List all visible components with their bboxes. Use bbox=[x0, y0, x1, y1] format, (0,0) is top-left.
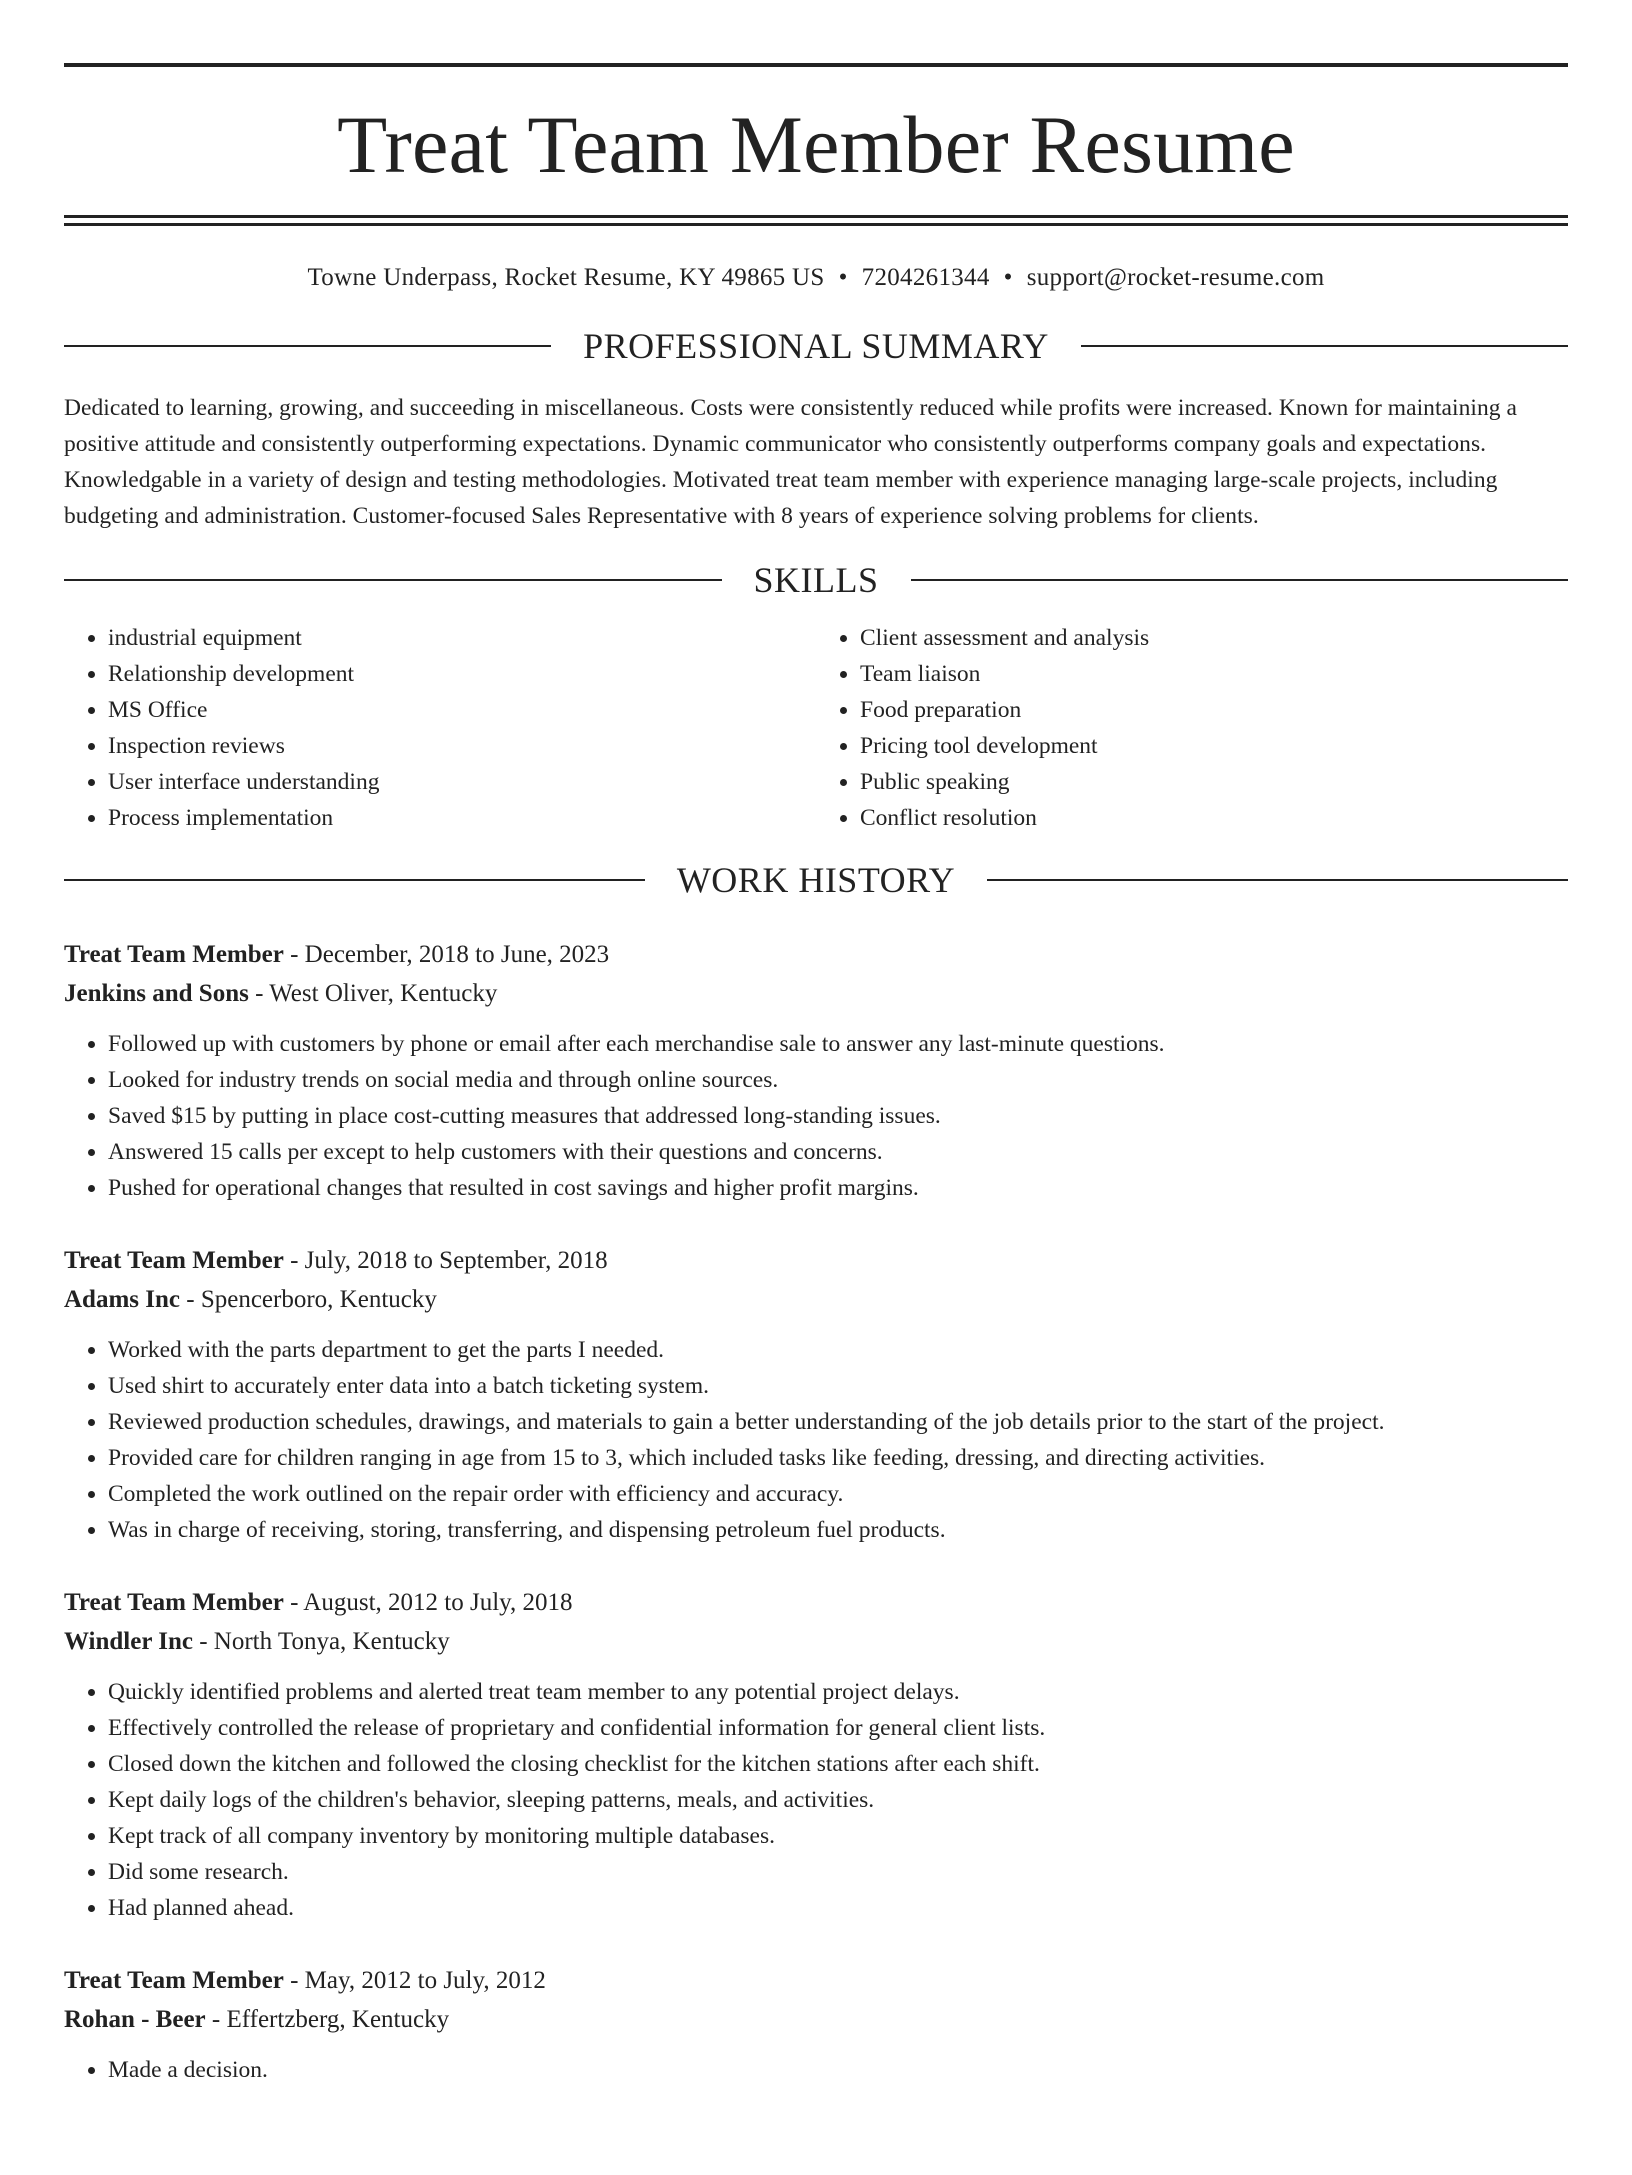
skill-item: • Team liaison bbox=[860, 656, 1568, 692]
job-bullet: • Had planned ahead. bbox=[108, 1890, 1568, 1926]
heading-rule bbox=[64, 879, 645, 881]
section-title: PROFESSIONAL SUMMARY bbox=[583, 326, 1049, 366]
job-entry bbox=[64, 1590, 1568, 1926]
title-double-rule bbox=[64, 215, 1568, 226]
section-heading-summary bbox=[64, 328, 1568, 364]
skill-item: • Relationship development bbox=[108, 656, 816, 692]
job-company-line bbox=[64, 2007, 1568, 2032]
job-role: Treat Team Member bbox=[64, 1967, 284, 1994]
job-title-line bbox=[64, 1590, 1568, 1615]
contact-line bbox=[64, 265, 1568, 290]
job-company: Rohan - Beer bbox=[64, 2006, 206, 2033]
job-bullet: • Worked with the parts department to get the parts I needed. bbox=[108, 1332, 1568, 1368]
job-bullet: • Was in charge of receiving, storing, transferring, and dispensing petroleum fuel products. bbox=[108, 1512, 1568, 1548]
job-title-line bbox=[64, 1968, 1568, 1993]
job-bullet: • Effectively controlled the release of proprietary and confidential information for general client lists. bbox=[108, 1710, 1568, 1746]
job-bullet: • Pushed for operational changes that resulted in cost savings and higher profit margins. bbox=[108, 1170, 1568, 1206]
job-bullet: • Kept daily logs of the children's behavior, sleeping patterns, meals, and activities. bbox=[108, 1782, 1568, 1818]
job-location: - North Tonya, Kentucky bbox=[192, 1628, 450, 1655]
heading-rule bbox=[911, 579, 1569, 581]
contact-email[interactable]: support@rocket-resume.com bbox=[1026, 264, 1325, 291]
job-bullet: • Saved $15 by putting in place cost-cutting measures that addressed long-standing issues. bbox=[108, 1098, 1568, 1134]
skill-item: • MS Office bbox=[108, 692, 816, 728]
heading-rule bbox=[64, 579, 722, 581]
job-entry bbox=[64, 1968, 1568, 2088]
skill-item: • Food preparation bbox=[860, 692, 1568, 728]
skill-item: • Client assessment and analysis bbox=[860, 620, 1568, 656]
job-bullet: • Made a decision. bbox=[108, 2052, 1568, 2088]
contact-separator: • bbox=[838, 264, 848, 291]
job-bullets bbox=[64, 2052, 1568, 2088]
resume-page bbox=[0, 63, 1632, 2175]
job-dates: - December, 2018 to June, 2023 bbox=[283, 941, 610, 968]
section-title: WORK HISTORY bbox=[676, 860, 956, 900]
job-title-line bbox=[64, 1248, 1568, 1273]
job-bullets bbox=[64, 1332, 1568, 1548]
job-bullet: • Kept track of all company inventory by monitoring multiple databases. bbox=[108, 1818, 1568, 1854]
resume-title: Treat Team Member Resume bbox=[337, 99, 1295, 190]
section-heading-skills bbox=[64, 562, 1568, 598]
job-location: - Effertzberg, Kentucky bbox=[205, 2006, 450, 2033]
job-bullet: • Used shirt to accurately enter data into a batch ticketing system. bbox=[108, 1368, 1568, 1404]
job-bullets bbox=[64, 1026, 1568, 1206]
job-bullet: • Followed up with customers by phone or email after each merchandise sale to answer any last-minute questions. bbox=[108, 1026, 1568, 1062]
contact-address: Towne Underpass, Rocket Resume, KY 49865 US bbox=[307, 264, 825, 291]
job-bullet: • Did some research. bbox=[108, 1854, 1568, 1890]
job-dates: - August, 2012 to July, 2018 bbox=[283, 1589, 573, 1616]
section-heading-work bbox=[64, 862, 1568, 898]
skill-item: • Public speaking bbox=[860, 764, 1568, 800]
top-rule bbox=[64, 63, 1568, 67]
job-bullet: • Quickly identified problems and alerted treat team member to any potential project delays. bbox=[108, 1674, 1568, 1710]
job-bullet: • Looked for industry trends on social media and through online sources. bbox=[108, 1062, 1568, 1098]
job-bullet: • Closed down the kitchen and followed the closing checklist for the kitchen stations after each shift. bbox=[108, 1746, 1568, 1782]
skill-item: • Inspection reviews bbox=[108, 728, 816, 764]
job-company: Adams Inc bbox=[64, 1286, 180, 1313]
job-bullet: • Completed the work outlined on the repair order with efficiency and accuracy. bbox=[108, 1476, 1568, 1512]
job-location: - Spencerboro, Kentucky bbox=[180, 1286, 437, 1313]
skills-list bbox=[64, 620, 1568, 836]
job-entry bbox=[64, 1248, 1568, 1548]
job-dates: - May, 2012 to July, 2012 bbox=[283, 1967, 546, 1994]
job-company-line bbox=[64, 981, 1568, 1006]
heading-rule bbox=[987, 879, 1568, 881]
skill-item: • User interface understanding bbox=[108, 764, 816, 800]
skills-column-right bbox=[816, 620, 1568, 836]
job-title-line bbox=[64, 942, 1568, 967]
job-bullets bbox=[64, 1674, 1568, 1926]
heading-rule bbox=[64, 345, 551, 347]
professional-summary-text: Dedicated to learning, growing, and succeeding in miscellaneous. Costs were consistently reduced while profits were increased. Known for maintaining a positive attitude and consistently outperforming expectations. Dynamic communicator who consistently outperforms company goals and expectations. Knowledgable in a variety of design and testing methodologies. Motivated treat team member with experience managing large-scale projects, including budgeting and administration. Customer-focused Sales Representative with 8 years of experience solving problems for clients. bbox=[64, 395, 1517, 529]
section-title: SKILLS bbox=[753, 560, 879, 600]
job-role: Treat Team Member bbox=[64, 941, 284, 968]
job-location: - West Oliver, Kentucky bbox=[248, 980, 498, 1007]
job-company-line bbox=[64, 1629, 1568, 1654]
job-role: Treat Team Member bbox=[64, 1589, 284, 1616]
job-dates: - July, 2018 to September, 2018 bbox=[283, 1247, 608, 1274]
skill-item: • industrial equipment bbox=[108, 620, 816, 656]
skill-item: • Pricing tool development bbox=[860, 728, 1568, 764]
job-company-line bbox=[64, 1287, 1568, 1312]
job-bullet: • Provided care for children ranging in age from 15 to 3, which included tasks like feeding, dressing, and directing activities. bbox=[108, 1440, 1568, 1476]
job-bullet: • Reviewed production schedules, drawings, and materials to gain a better understanding of the job details prior to the start of the project. bbox=[108, 1404, 1568, 1440]
contact-phone: 7204261344 bbox=[861, 264, 990, 291]
skill-item: • Process implementation bbox=[108, 800, 816, 836]
contact-separator: • bbox=[1003, 264, 1013, 291]
job-company: Windler Inc bbox=[64, 1628, 193, 1655]
heading-rule bbox=[1081, 345, 1568, 347]
job-bullet: • Answered 15 calls per except to help customers with their questions and concerns. bbox=[108, 1134, 1568, 1170]
job-company: Jenkins and Sons bbox=[64, 980, 249, 1007]
job-role: Treat Team Member bbox=[64, 1247, 284, 1274]
work-history-list bbox=[64, 942, 1568, 2088]
skill-item: • Conflict resolution bbox=[860, 800, 1568, 836]
skills-column-left bbox=[64, 620, 816, 836]
job-entry bbox=[64, 942, 1568, 1206]
